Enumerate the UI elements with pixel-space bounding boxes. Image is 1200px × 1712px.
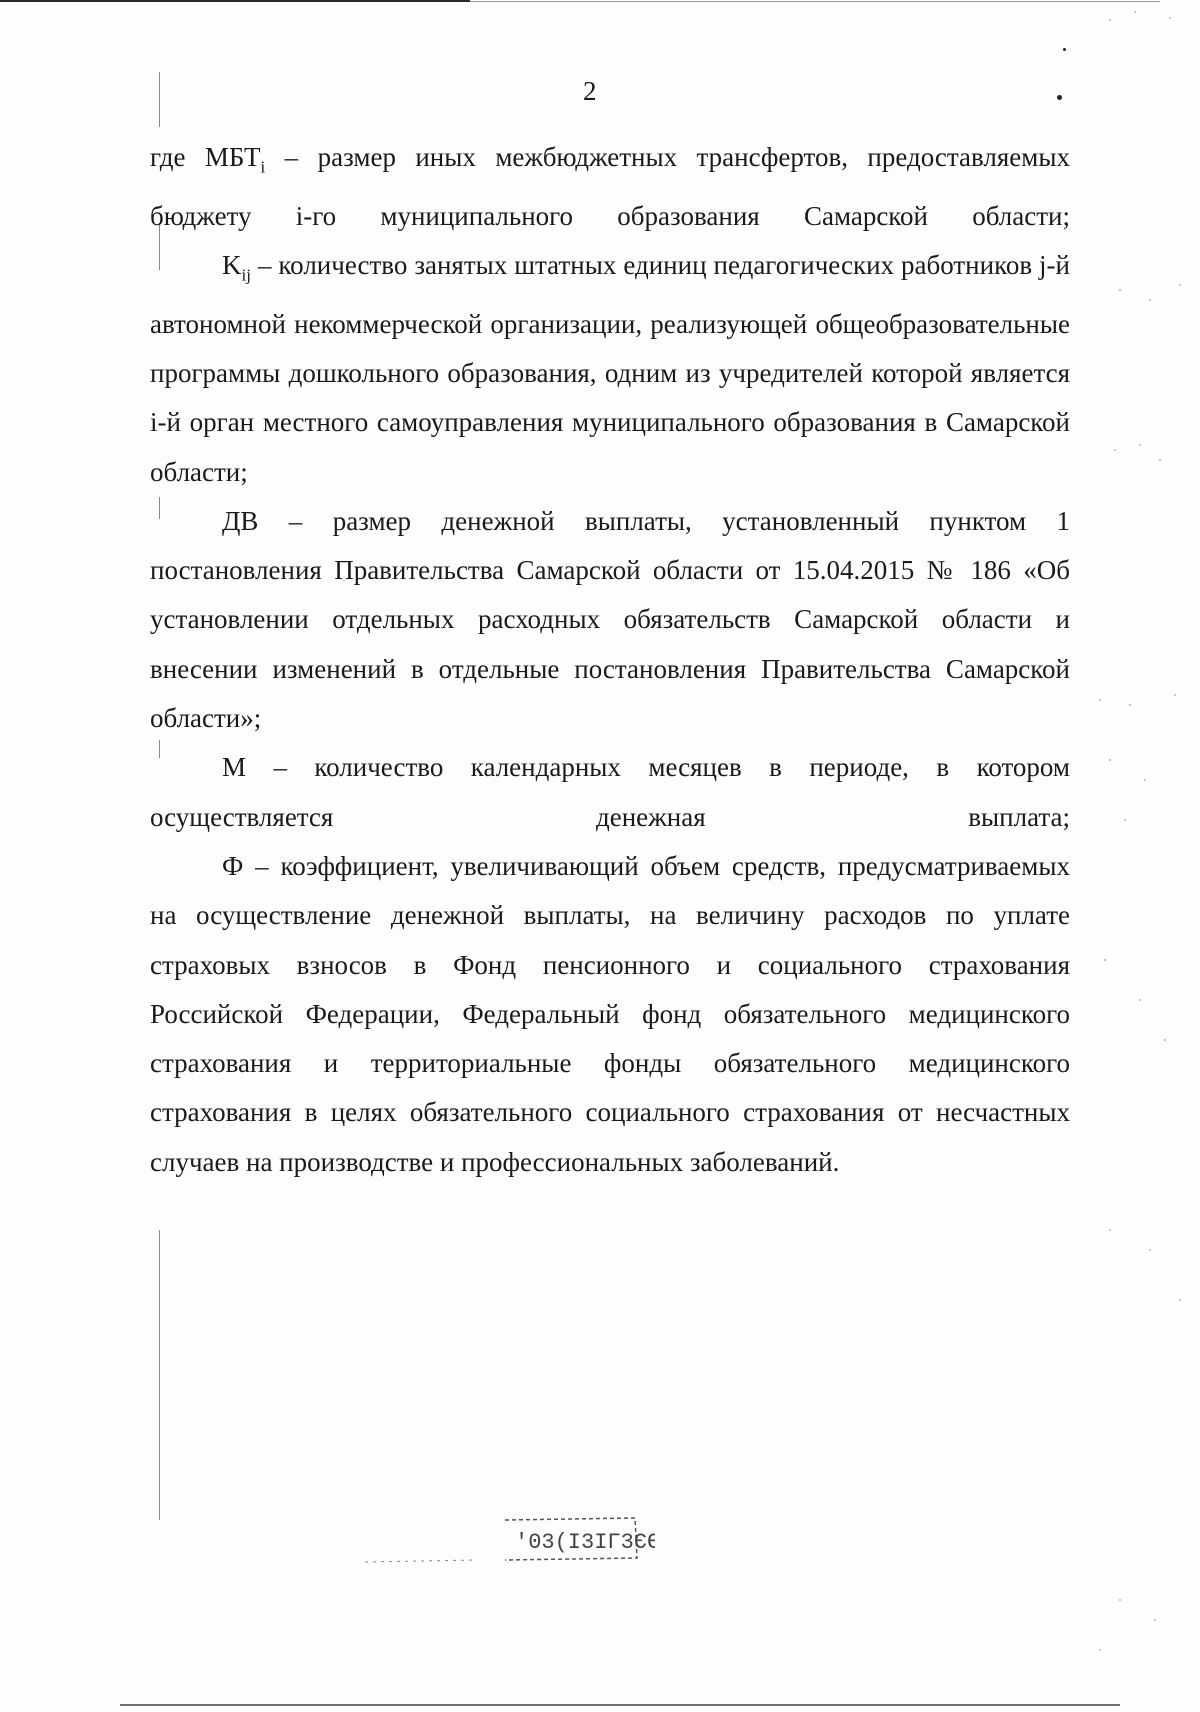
speck bbox=[1057, 95, 1062, 100]
paragraph-k: $K_{ij}$ – количество занятых штатных единиц педагогических работников j-й автономной некоммерческой организации, реализующей общеобразовательные программы дошкольного образования, одним из учредителей которой является i-й орган местного самоуправления муниципального образования в Самарской области; bbox=[150, 249, 1070, 487]
page-number: 2 bbox=[583, 76, 597, 106]
margin-line bbox=[159, 72, 160, 127]
paragraph-m: М – количество календарных месяцев в периоде, в котором осуществляется денежная выплата; bbox=[150, 752, 1070, 832]
paragraph-f: Ф – коэффициент, увеличивающий объем средств, предусматриваемых на осуществление денежной выплаты, на величину расходов по уплате страховых взносов в Фонд пенсионного и социального страхования Российской Федерации, Федеральный фонд обязательного медицинского страхования и территориальные фонды обязательного медицинского страхования в целях обязательного социального страхования от несчастных случаев на производстве и профессиональных заболеваний. bbox=[150, 850, 1070, 1177]
scan-edge bbox=[0, 0, 470, 2]
scan-edge bbox=[120, 1704, 1120, 1706]
speck bbox=[1063, 48, 1066, 51]
margin-line bbox=[159, 1230, 160, 1520]
scan-noise bbox=[1080, 0, 1200, 1712]
paragraph-dv: ДВ – размер денежной выплаты, установленный пунктом 1 постановления Правительства Самарской области от 15.04.2015 № 186 «Об установлении отдельных расходных обязательств Самарской области и внесении изменений в отдельные постановления Правительства Самарской области»; bbox=[150, 505, 1070, 734]
svg-text:'03(І3ІГ3ЄЄ: '03(І3ІГ3ЄЄ bbox=[515, 1530, 655, 1555]
paragraph-mbt: где $МБТ_i$ – размер иных межбюджетных трансфертов, предоставляемых бюджету i-го муниципального образования Самарской области; bbox=[150, 142, 1070, 231]
registration-stamp bbox=[355, 1500, 655, 1572]
scan-edge bbox=[470, 1, 1160, 2]
document-body bbox=[150, 133, 1070, 1187]
